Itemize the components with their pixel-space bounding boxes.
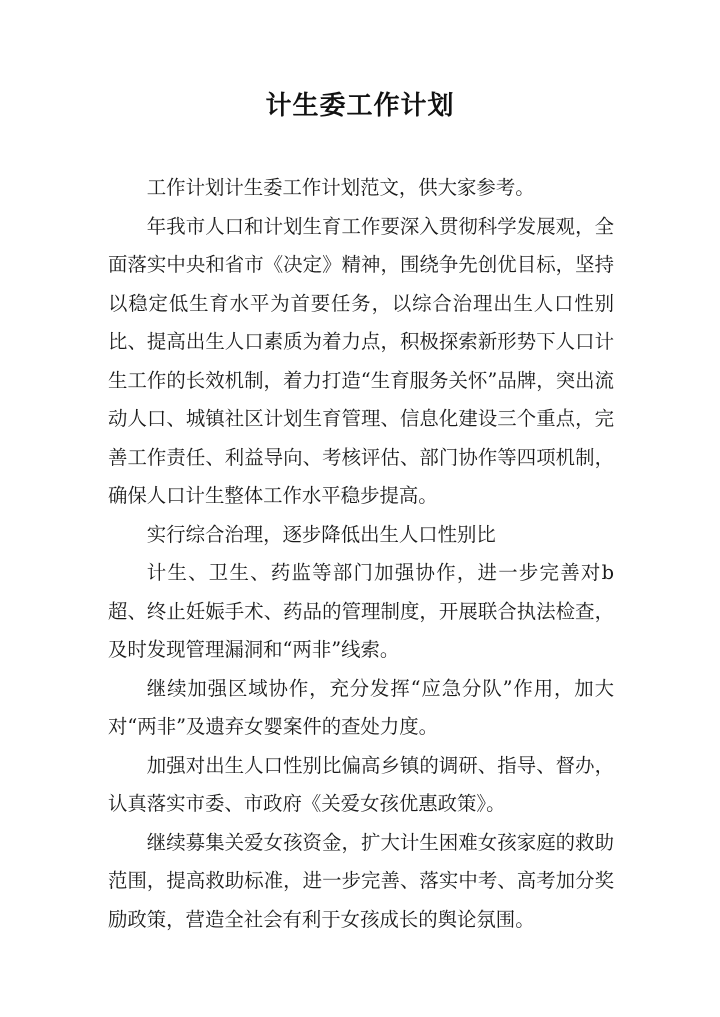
paragraph-intro: 工作计划计生委工作计划范文，供大家参考。 (146, 176, 535, 199)
paragraph-township-supervision: 加强对出生人口性别比偏高乡镇的调研、指导、督办，认真落实市委、市政府《关爱女孩优惠政策》。 (108, 753, 614, 815)
paragraph-department-cooperation: 计生、卫生、药监等部门加强协作，进一步完善对b超、终止妊娠手术、药品的管理制度，开展联合执法检查，及时发现管理漏洞和“两非”线索。 (108, 561, 614, 661)
paragraph-regional-cooperation: 继续加强区域协作，充分发挥“应急分队”作用，加大对“两非”及遗弃女婴案件的查处力度。 (108, 676, 614, 738)
document-body (108, 169, 614, 939)
paragraph-heading-sex-ratio: 实行综合治理，逐步降低出生人口性别比 (146, 522, 496, 546)
paragraph-overview: 年我市人口和计划生育工作要深入贯彻科学发展观，全面落实中央和省市《决定》精神，围绕争先创优目标，坚持以稳定低生育水平为首要任务，以综合治理出生人口性别比、提高出生人口素质为着力点，积极探索新形势下人口计生工作的长效机制，着力打造“生育服务关怀”品牌，突出流动人口、城镇社区计划生育管理、信息化建设三个重点，完善工作责任、利益导向、考核评估、部门协作等四项机制，确保人口计生整体工作水平稳步提高。 (108, 214, 614, 507)
paragraph-girl-care-fund: 继续募集关爱女孩资金，扩大计生困难女孩家庭的救助范围，提高救助标准，进一步完善、落实中考、高考加分奖励政策，营造全社会有利于女孩成长的舆论氛围。 (108, 830, 614, 931)
document-title: 计生委工作计划 (265, 91, 455, 121)
